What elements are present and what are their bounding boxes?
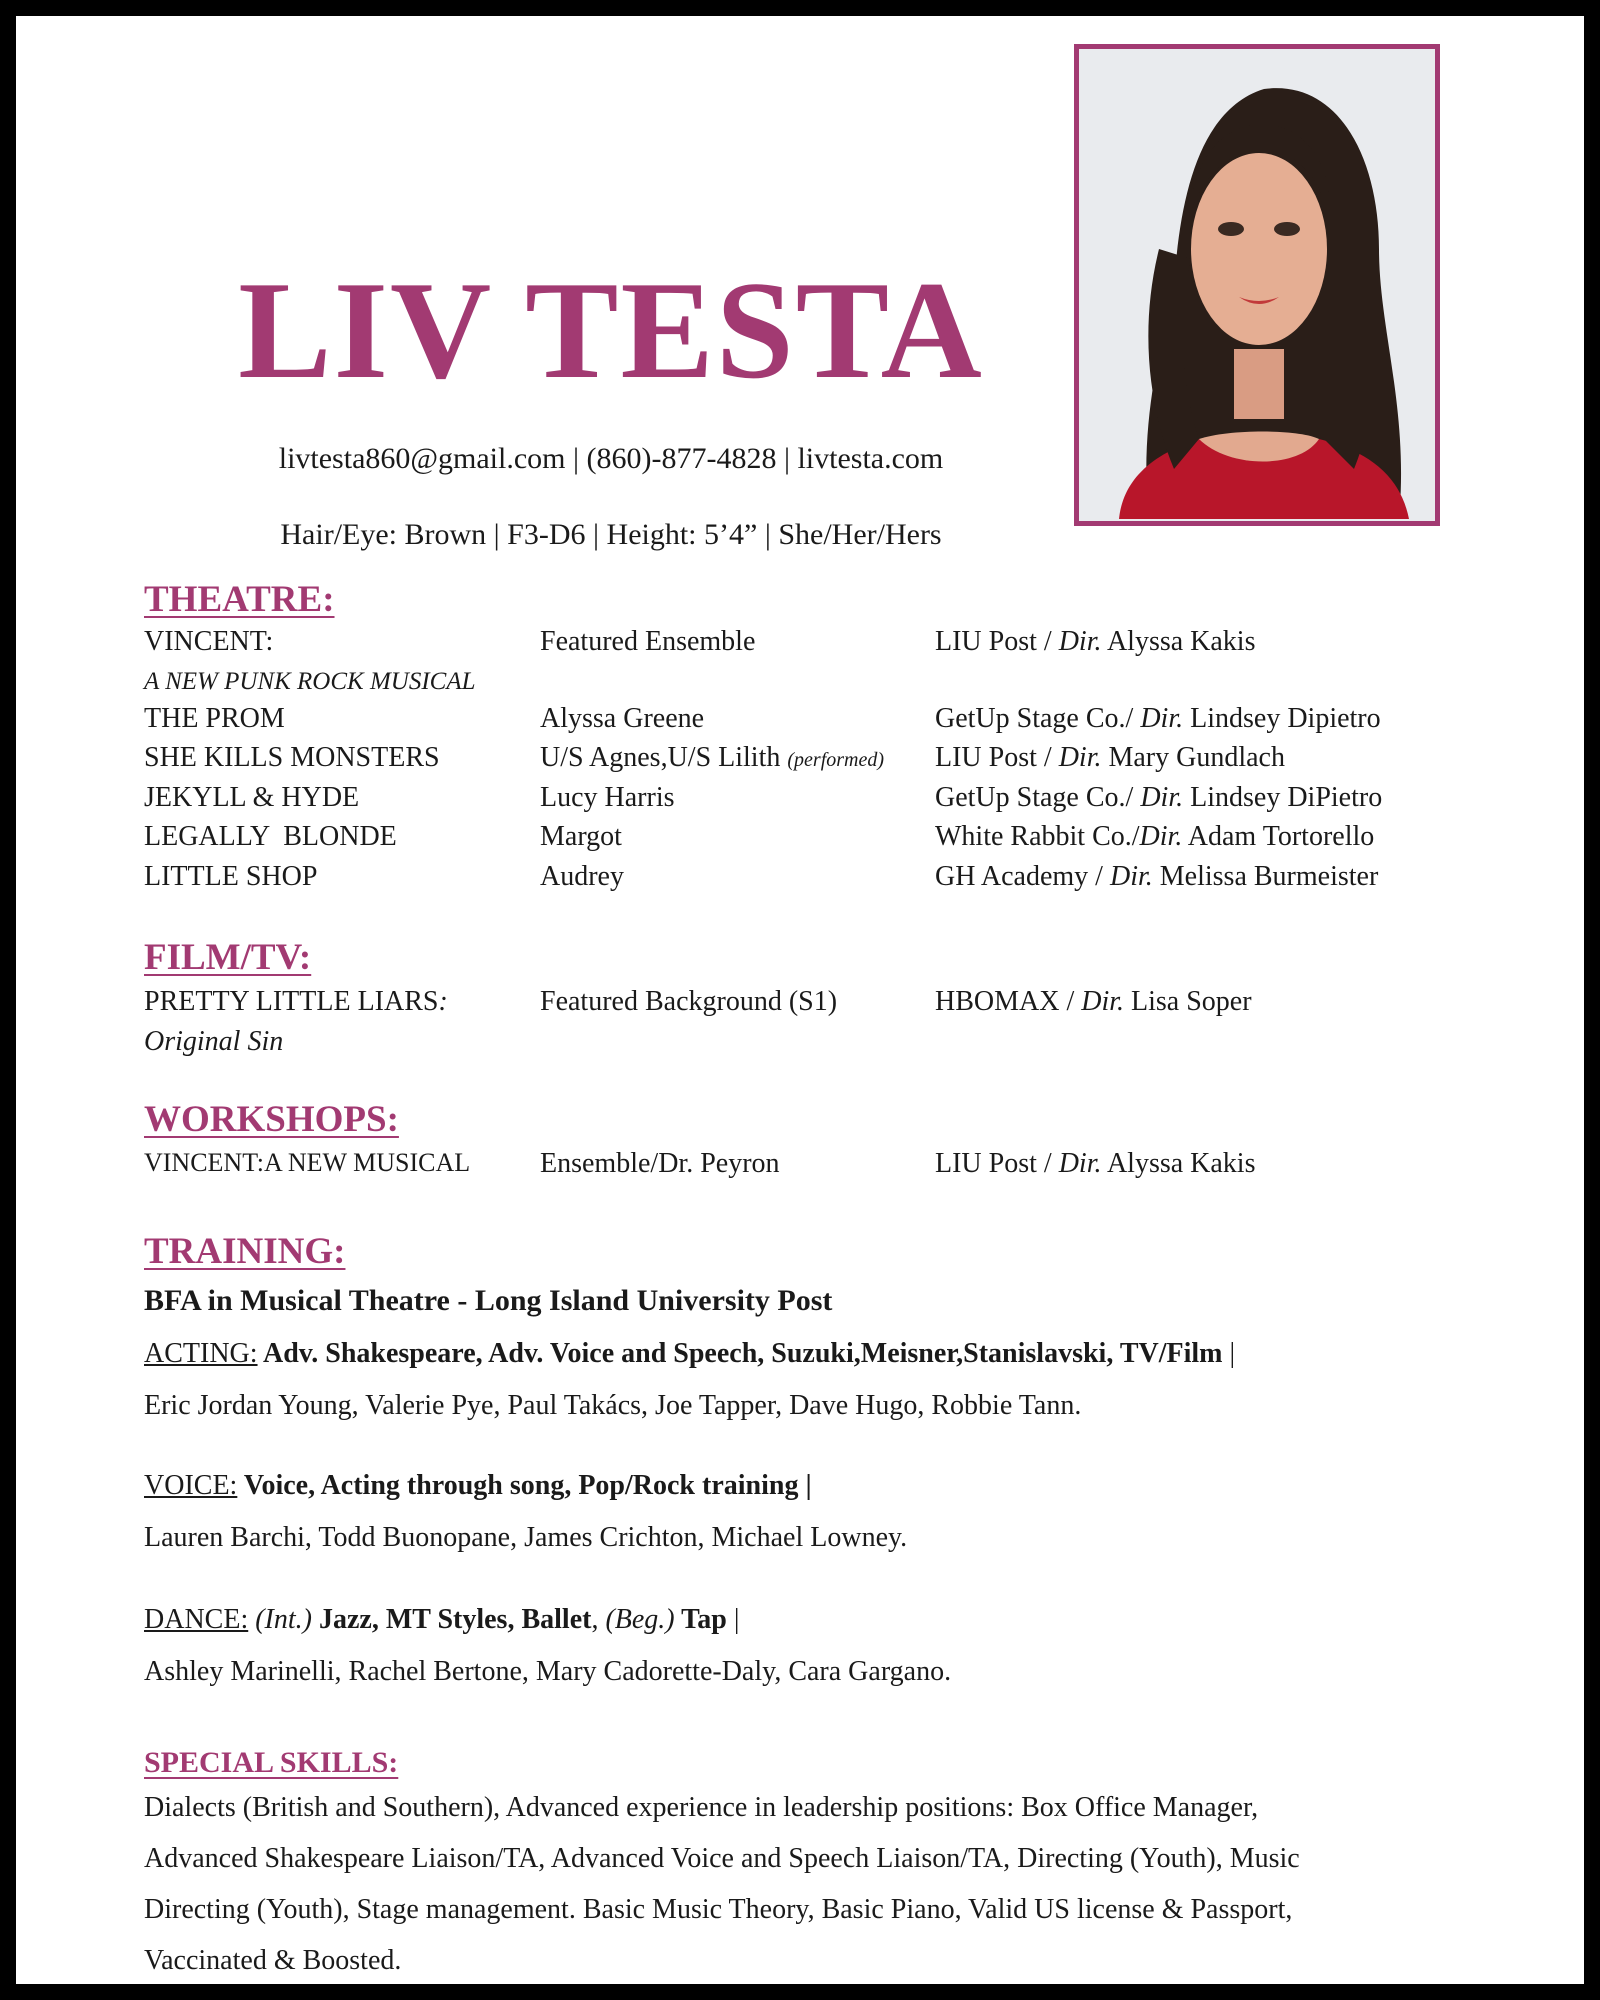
dir-label: Dir. xyxy=(1058,626,1102,657)
show-subtitle: A NEW PUNK ROCK MUSICAL xyxy=(144,668,476,695)
show-subtitle: Original Sin xyxy=(144,1026,284,1057)
dir-label: Dir. xyxy=(1058,742,1102,773)
company xyxy=(935,742,1285,774)
show-colon: : xyxy=(438,986,448,1017)
dir-label: Dir. xyxy=(1140,782,1184,813)
skills-heading: SPECIAL SKILLS: xyxy=(144,1746,399,1779)
dir-label: Dir. xyxy=(1081,986,1125,1017)
voice-teachers: Lauren Barchi, Todd Buonopane, James Crichton, Michael Lowney. xyxy=(144,1522,908,1553)
dir-label: Dir. xyxy=(1139,821,1183,852)
workshops-heading: WORKSHOPS: xyxy=(144,1099,399,1140)
theatre-row xyxy=(144,821,1444,857)
role-note: (performed) xyxy=(787,749,885,771)
director: Lindsey DiPietro xyxy=(1183,782,1383,813)
theatre-row-sub xyxy=(144,668,1444,704)
show-title: LITTLE SHOP xyxy=(144,861,318,892)
resume-page xyxy=(16,16,1584,1984)
dance-comma: , xyxy=(591,1604,606,1635)
company-name: LIU Post / xyxy=(935,1148,1059,1179)
company-name: GH Academy / xyxy=(935,861,1110,892)
role: Alyssa Greene xyxy=(540,703,705,734)
dance-styles-beg: Tap xyxy=(674,1604,727,1635)
theatre-row xyxy=(144,861,1444,897)
role: Featured Ensemble xyxy=(540,626,756,657)
company-name: White Rabbit Co./ xyxy=(935,821,1140,852)
training-heading: TRAINING: xyxy=(144,1231,346,1272)
role-name: U/S Agnes,U/S Lilith xyxy=(540,742,788,773)
role: Featured Background (S1) xyxy=(540,986,838,1017)
company xyxy=(935,821,1374,853)
headshot-illustration xyxy=(1079,49,1435,521)
company-name: LIU Post / xyxy=(935,742,1059,773)
theatre-row xyxy=(144,626,1444,662)
acting-line xyxy=(144,1338,1444,1370)
company xyxy=(935,861,1378,893)
skills-line: Vaccinated & Boosted. xyxy=(144,1945,402,1976)
show-title: JEKYLL & HYDE xyxy=(144,782,360,813)
physical-info: Hair/Eye: Brown | F3-D6 | Height: 5’4” | She/Her/Hers xyxy=(280,518,942,551)
show-title: VINCENT: xyxy=(144,626,274,657)
show-title: THE PROM xyxy=(144,703,285,734)
company xyxy=(935,986,1252,1018)
role: Ensemble/Dr. Peyron xyxy=(540,1148,780,1179)
skills-line: Advanced Shakespeare Liaison/TA, Advanced Voice and Speech Liaison/TA, Directing (Youth), Music xyxy=(144,1843,1300,1874)
acting-label: ACTING: xyxy=(144,1338,258,1369)
company xyxy=(935,626,1255,658)
dance-line xyxy=(144,1604,1444,1636)
film-row xyxy=(144,986,1444,1022)
name-title: LIV TESTA xyxy=(238,253,984,408)
degree: BFA in Musical Theatre - Long Island University Post xyxy=(144,1284,833,1317)
director: Adam Tortorello xyxy=(1182,821,1375,852)
dir-label: Dir. xyxy=(1140,703,1184,734)
dance-teachers: Ashley Marinelli, Rachel Bertone, Mary Cadorette-Daly, Cara Gargano. xyxy=(144,1656,952,1687)
acting-classes: Adv. Shakespeare, Adv. Voice and Speech, Suzuki,Meisner,Stanislavski, TV/Film xyxy=(257,1338,1223,1369)
acting-sep: | xyxy=(1222,1338,1236,1369)
director: Mary Gundlach xyxy=(1101,742,1285,773)
show-title: VINCENT:A NEW MUSICAL xyxy=(144,1148,471,1177)
company-name: HBOMAX / xyxy=(935,986,1082,1017)
show-title: SHE KILLS MONSTERS xyxy=(144,742,440,773)
film-row-sub xyxy=(144,1026,1444,1062)
company-name: GetUp Stage Co./ xyxy=(935,703,1141,734)
skills-line: Dialects (British and Southern), Advanced experience in leadership positions: Box Office Manager, xyxy=(144,1792,1259,1823)
company xyxy=(935,782,1382,814)
role: Margot xyxy=(540,821,622,852)
acting-teachers: Eric Jordan Young, Valerie Pye, Paul Takács, Joe Tapper, Dave Hugo, Robbie Tann. xyxy=(144,1390,1082,1421)
company xyxy=(935,703,1381,735)
director: Alyssa Kakis xyxy=(1101,626,1256,657)
dance-styles-int: Jazz, MT Styles, Ballet xyxy=(312,1604,592,1635)
director: Alyssa Kakis xyxy=(1101,1148,1256,1179)
film-heading: FILM/TV: xyxy=(144,937,312,978)
voice-line xyxy=(144,1470,1444,1502)
role: Audrey xyxy=(540,861,624,892)
dir-label: Dir. xyxy=(1058,1148,1102,1179)
voice-classes: Voice, Acting through song, Pop/Rock training | xyxy=(237,1470,812,1501)
company-name: LIU Post / xyxy=(935,626,1059,657)
workshop-row xyxy=(144,1148,1444,1184)
dance-level-beg: (Beg.) xyxy=(605,1604,675,1635)
show-name: PRETTY LITTLE LIARS xyxy=(144,986,439,1017)
company-name: GetUp Stage Co./ xyxy=(935,782,1141,813)
director: Lindsey Dipietro xyxy=(1183,703,1381,734)
show-title xyxy=(144,986,448,1018)
headshot-photo xyxy=(1074,44,1440,526)
theatre-row xyxy=(144,742,1444,778)
director: Melissa Burmeister xyxy=(1152,861,1379,892)
voice-label: VOICE: xyxy=(144,1470,238,1501)
company xyxy=(935,1148,1255,1180)
show-title: LEGALLY BLONDE xyxy=(144,821,397,852)
skills-line: Directing (Youth), Stage management. Basic Music Theory, Basic Piano, Valid US license & Passport, xyxy=(144,1894,1293,1925)
dance-sep: | xyxy=(726,1604,740,1635)
theatre-heading: THEATRE: xyxy=(144,579,335,620)
director: Lisa Soper xyxy=(1124,986,1252,1017)
contact-info: livtesta860@gmail.com | (860)-877-4828 | livtesta.com xyxy=(278,442,944,475)
dance-level-int: (Int.) xyxy=(248,1604,312,1635)
dance-label: DANCE: xyxy=(144,1604,249,1635)
role xyxy=(540,742,884,774)
dir-label: Dir. xyxy=(1109,861,1153,892)
role: Lucy Harris xyxy=(540,782,675,813)
theatre-row xyxy=(144,703,1444,739)
theatre-row xyxy=(144,782,1444,818)
